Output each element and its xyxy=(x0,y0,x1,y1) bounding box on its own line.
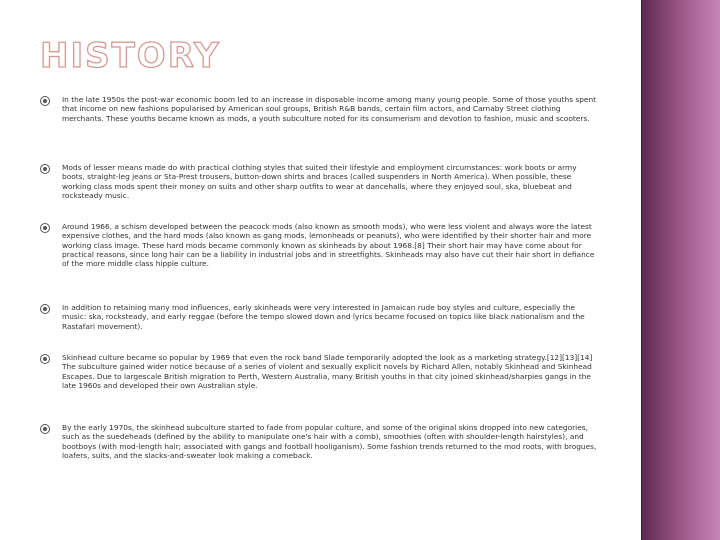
list-item xyxy=(40,423,600,483)
bullet-icon xyxy=(40,223,50,233)
decorative-side-band xyxy=(641,0,720,540)
bullet-text: In the late 1950s the post-war economic boom led to an increase in disposable income among many young people. Some of those youths spent that income on new fashions popularised by American soul groups, British R&B bands, certain film actors, and Carnaby Street clothing merchants. These youths became known as mods, a youth subculture noted for its consumerism and devotion to fashion, music and scooters. xyxy=(62,95,597,123)
list-item xyxy=(40,95,600,163)
slide-title: HISTORY xyxy=(40,36,221,76)
bullet-text: Skinhead culture became so popular by 1969 that even the rock band Slade temporarily adopted the look as a marketing strategy.[12][13][14] The subculture gained wider notice because of a series of violent and sexually explicit novels by Richard Allen, notably Skinhead and Skinhead Escapes. Due to largescale British migration to Perth, Western Australia, many British youths in that city joined skinhead/sharpies gangs in the late 1960s and developed their own Australian style. xyxy=(62,353,593,390)
bullet-icon xyxy=(40,164,50,174)
bullet-icon xyxy=(40,424,50,434)
bullet-text: Around 1966, a schism developed between the peacock mods (also known as smooth mods), who were less violent and always wore the latest expensive clothes, and the hard mods (also known as gang mods, lemonheads or peanuts), who were identified by their shorter hair and more working class image. These hard mods became commonly known as skinheads by about 1968.[8] Their short hair may have come about for practical reasons, since long hair can be a liability in industrial jobs and in streetfights. Skinheads may also have cut their hair short in defiance of the more middle class hippie culture. xyxy=(62,222,595,269)
list-item xyxy=(40,222,600,303)
bullet-text: By the early 1970s, the skinhead subculture started to fade from popular culture, and some of the original skins dropped into new categories, such as the suedeheads (defined by the ability to manipulate one's hair with a comb), smoothies (often with shoulder-length hairstyles), and bootboys (with mod-length hair; associated with gangs and football hooliganism). Some fashion trends returned to the mod roots, with brogues, loafers, suits, and the slacks-and-sweater look making a comeback. xyxy=(62,423,597,460)
list-item xyxy=(40,303,600,353)
bullet-text: In addition to retaining many mod influences, early skinheads were very interested in Jamaican rude boy styles and culture, especially the music: ska, rocksteady, and early reggae (before the tempo slowed down and lyrics became focused on topics like black nationalism and the Rastafari movement). xyxy=(62,303,585,331)
bullet-text: Mods of lesser means made do with practical clothing styles that suited their lifestyle and employment circumstances: work boots or army boots, straight-leg jeans or Sta-Prest trousers, button-down shirts and braces (called suspenders in North America). When possible, these working class mods spent their money on suits and other sharp outfits to wear at dancehalls, where they enjoyed soul, ska, bluebeat and rocksteady music. xyxy=(62,163,577,200)
bullet-icon xyxy=(40,354,50,364)
list-item xyxy=(40,163,600,222)
bullet-icon xyxy=(40,304,50,314)
bullet-icon xyxy=(40,96,50,106)
bullet-list xyxy=(40,95,600,483)
list-item xyxy=(40,353,600,423)
